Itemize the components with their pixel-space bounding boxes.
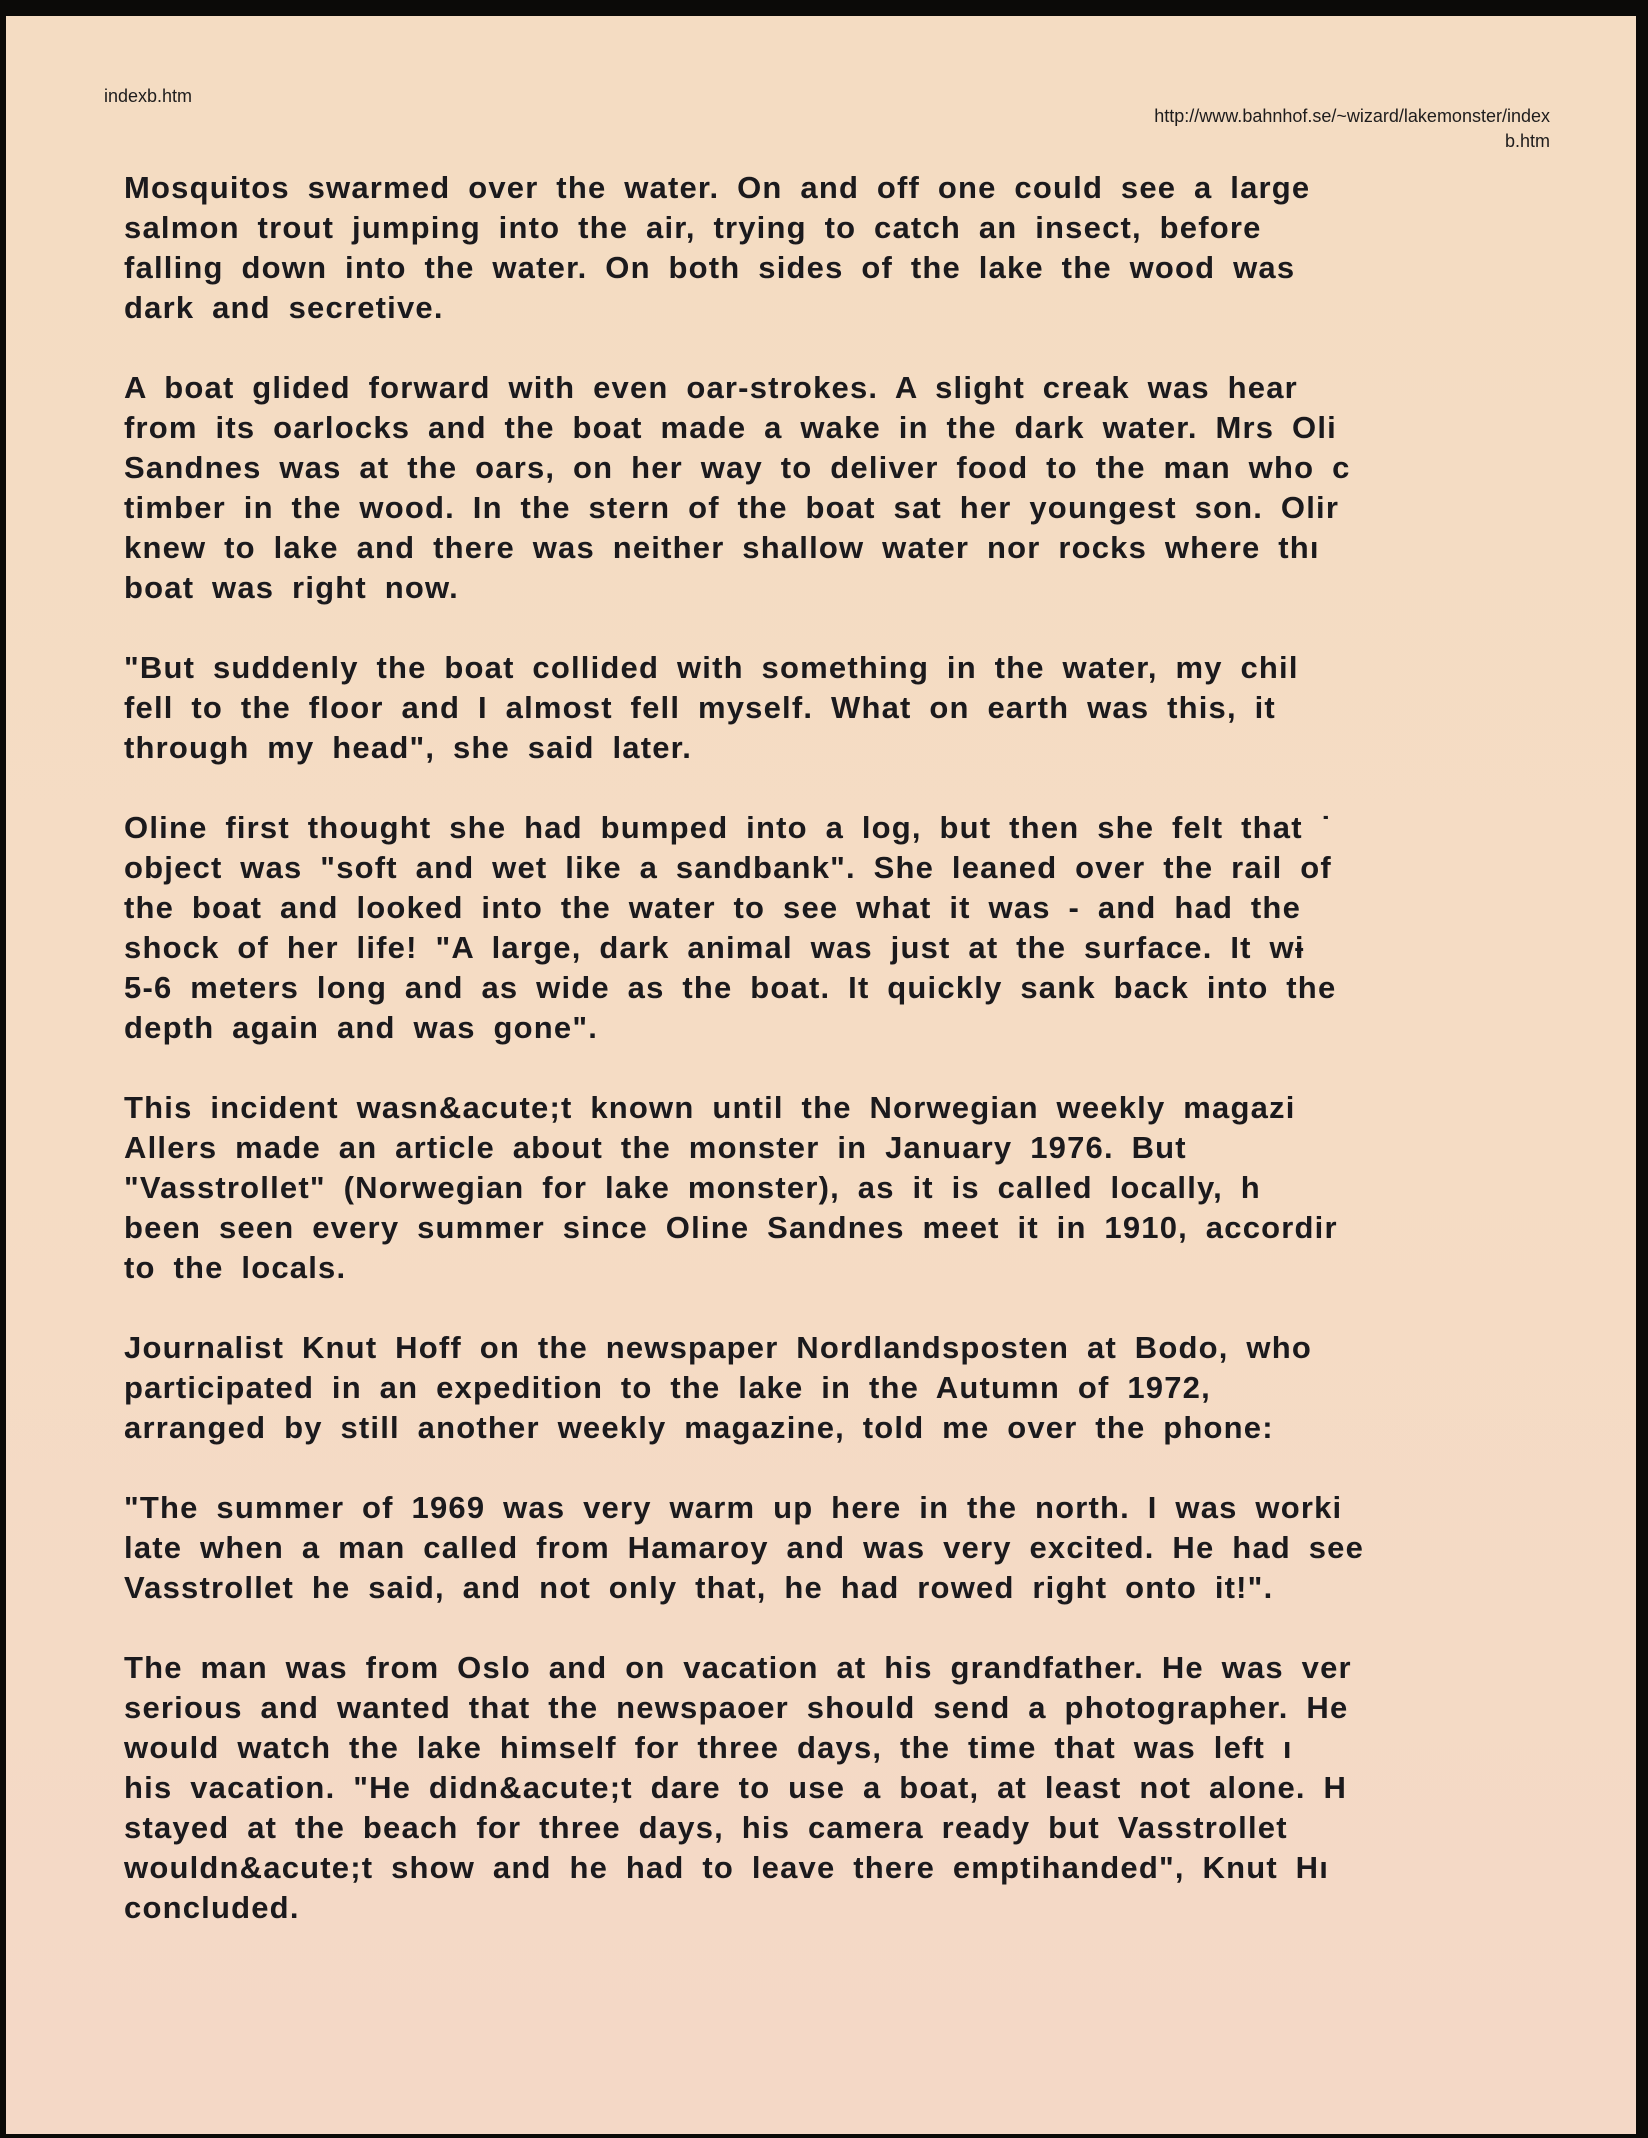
article-paragraph: [124, 368, 1636, 608]
article-paragraph: [124, 808, 1636, 1048]
article-paragraph: [124, 1328, 1636, 1448]
text-line: to the locals.: [124, 1250, 347, 1285]
text-line: would watch the lake himself for three days, the time that was left ı: [124, 1730, 1293, 1765]
text-line: been seen every summer since Oline Sandnes meet it in 1910, accordir: [124, 1210, 1338, 1245]
text-line: Sandnes was at the oars, on her way to deliver food to the man who c: [124, 450, 1351, 485]
text-line: fell to the floor and I almost fell myself. What on earth was this, it: [124, 690, 1276, 725]
text-line: 5-6 meters long and as wide as the boat. It quickly sank back into the: [124, 970, 1337, 1005]
header-url: [1070, 104, 1550, 154]
text-line: salmon trout jumping into the air, trying to catch an insect, before: [124, 210, 1262, 245]
text-line: depth again and was gone".: [124, 1010, 599, 1045]
header-url-line-2: b.htm: [1504, 131, 1550, 151]
text-line: through my head", she said later.: [124, 730, 693, 765]
article-paragraph: [124, 1088, 1636, 1288]
header-filename: indexb.htm: [104, 86, 193, 106]
text-line: his vacation. "He didn&acute;t dare to use a boat, at least not alone. H: [124, 1770, 1348, 1805]
text-line: wouldn&acute;t show and he had to leave there emptihanded", Knut Hı: [124, 1850, 1330, 1885]
text-line: A boat glided forward with even oar-strokes. A slight creak was hear: [124, 370, 1298, 405]
text-line: "The summer of 1969 was very warm up here in the north. I was worki: [124, 1490, 1343, 1525]
text-line: shock of her life! "A large, dark animal was just at the surface. It wɨ: [124, 930, 1305, 965]
printed-page: [6, 16, 1636, 2134]
article-paragraph: [124, 168, 1636, 328]
text-line: concluded.: [124, 1890, 300, 1925]
text-line: from its oarlocks and the boat made a wake in the dark water. Mrs Oli: [124, 410, 1337, 445]
text-line: falling down into the water. On both sides of the lake the wood was: [124, 250, 1296, 285]
text-line: participated in an expedition to the lake in the Autumn of 1972,: [124, 1370, 1211, 1405]
article-paragraph: [124, 1488, 1636, 1608]
text-line: "Vasstrollet" (Norwegian for lake monster), as it is called locally, h: [124, 1170, 1261, 1205]
text-line: boat was right now.: [124, 570, 459, 605]
text-line: serious and wanted that the newspaoer should send a photographer. He: [124, 1690, 1349, 1725]
article-paragraph: [124, 1648, 1636, 1928]
text-line: arranged by still another weekly magazine, told me over the phone:: [124, 1410, 1274, 1445]
header-url-line-1: http://www.bahnhof.se/~wizard/lakemonster/index: [1154, 106, 1550, 126]
text-line: Vasstrollet he said, and not only that, he had rowed right onto it!".: [124, 1570, 1274, 1605]
text-line: object was "soft and wet like a sandbank". She leaned over the rail of: [124, 850, 1332, 885]
article-body: [124, 168, 1636, 1968]
text-line: This incident wasn&acute;t known until the Norwegian weekly magazi: [124, 1090, 1296, 1125]
text-line: The man was from Oslo and on vacation at his grandfather. He was ver: [124, 1650, 1352, 1685]
text-line: "But suddenly the boat collided with something in the water, my chil: [124, 650, 1299, 685]
text-line: late when a man called from Hamaroy and was very excited. He had see: [124, 1530, 1365, 1565]
text-line: dark and secretive.: [124, 290, 444, 325]
text-line: stayed at the beach for three days, his camera ready but Vasstrollet: [124, 1810, 1288, 1845]
text-line: Mosquitos swarmed over the water. On and off one could see a large: [124, 170, 1311, 205]
text-line: Journalist Knut Hoff on the newspaper Nordlandsposten at Bodo, who: [124, 1330, 1312, 1365]
text-line: the boat and looked into the water to see what it was - and had the: [124, 890, 1302, 925]
article-paragraph: [124, 648, 1636, 768]
text-line: Oline first thought she had bumped into a log, but then she felt that ˙: [124, 810, 1333, 845]
text-line: Allers made an article about the monster in January 1976. But: [124, 1130, 1187, 1165]
text-line: knew to lake and there was neither shallow water nor rocks where thı: [124, 530, 1320, 565]
text-line: timber in the wood. In the stern of the boat sat her youngest son. Olir: [124, 490, 1340, 525]
